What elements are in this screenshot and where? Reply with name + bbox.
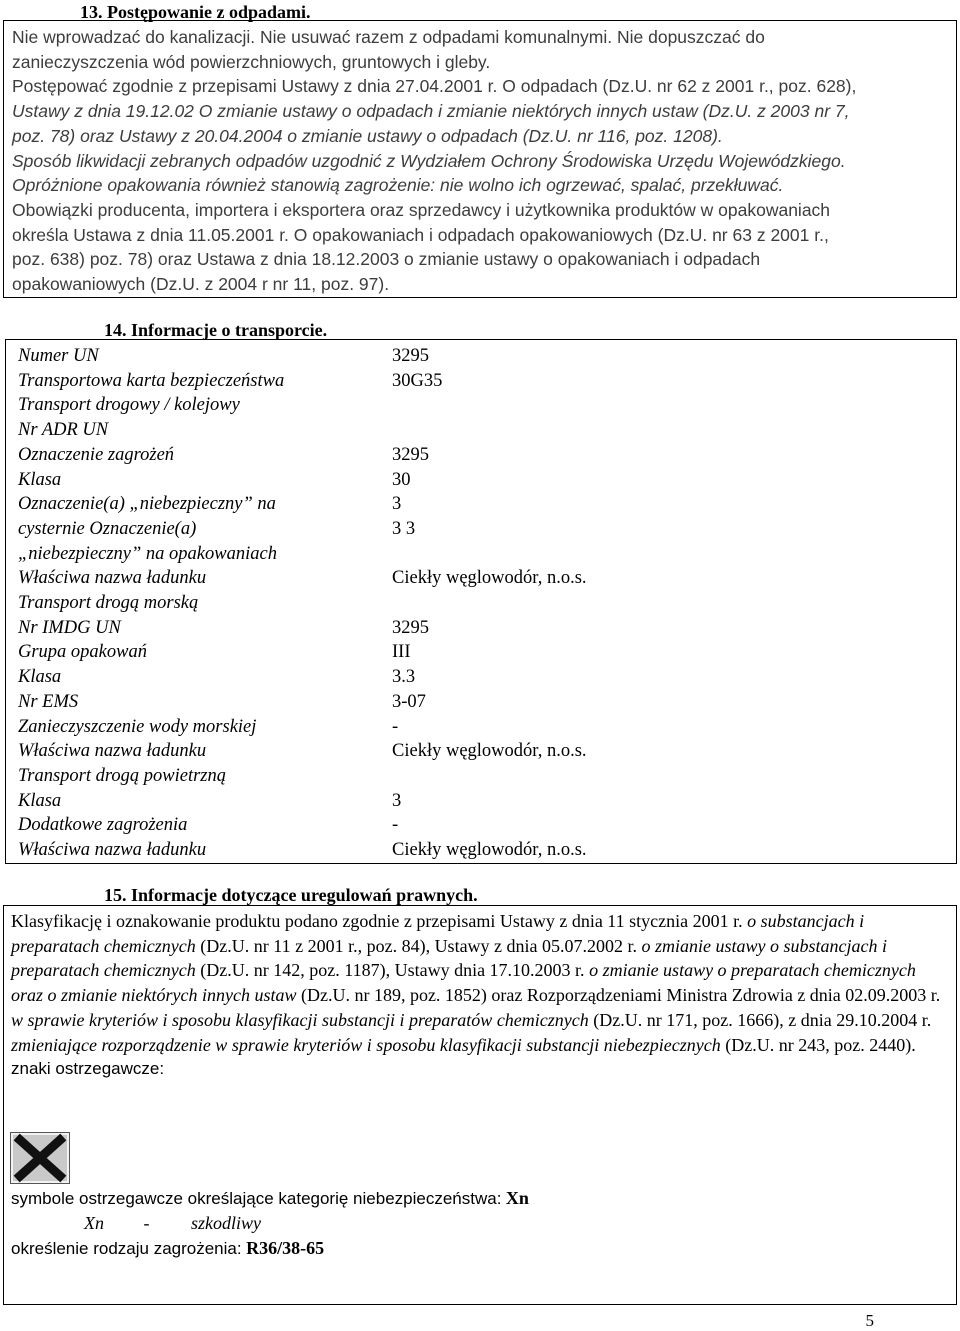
transport-row (18, 665, 416, 690)
law-title: o zmianie ustawy o substancjach i preparatach chemicznych (11, 935, 888, 981)
transport-label: Transportowa karta bezpieczeństwa (18, 370, 285, 391)
transport-row (18, 616, 429, 641)
transport-row (18, 566, 587, 591)
law-title: o zmianie ustawy o preparatach chemicznych oraz o zmianie niektórych innych ustaw (11, 960, 916, 1006)
transport-label: cysternie Oznaczenie(a) (18, 518, 197, 539)
transport-value: 30G35 (392, 370, 443, 391)
transport-value: Ciekły węglowodór, n.o.s. (392, 568, 587, 589)
transport-value: Ciekły węglowodór, n.o.s. (392, 840, 587, 860)
xn-meaning: szkodliwy (191, 1213, 261, 1233)
transport-value: 3 3 (392, 518, 416, 539)
text-line: Opróżnione opakowania również stanowią zagrożenie: nie wolno ich ogrzewać, spalać, przekłuwać. (12, 175, 784, 196)
transport-label: Transport drogą powietrzną (18, 765, 226, 786)
transport-row (18, 739, 587, 764)
transport-row (18, 517, 416, 542)
transport-row (18, 418, 108, 443)
transport-value: III (392, 642, 411, 663)
transport-value: 30 (392, 469, 411, 490)
transport-label: Numer UN (18, 346, 99, 366)
transport-row (18, 492, 402, 517)
legal-paragraph (11, 909, 951, 1057)
text-line: poz. 78) oraz Ustawy z 20.04.2004 o zmianie ustawy o odpadach (Dz.U. nr 116, poz. 1208). (12, 125, 723, 146)
transport-row (18, 542, 277, 567)
section-14-title: 14. Informacje o transporcie. (104, 320, 328, 340)
transport-value: 3295 (392, 444, 429, 465)
text-line: Nie wprowadzać do kanalizacji. Nie usuwać razem z odpadami komunalnymi. Nie dopuszczać do (12, 27, 765, 47)
risk-line (11, 1236, 324, 1262)
transport-row (18, 813, 399, 838)
transport-label: Oznaczenie zagrożeń (18, 444, 175, 465)
transport-label: „niebezpieczny” na opakowaniach (18, 543, 277, 564)
text-line: poz. 638) poz. 78) oraz Ustawa z dnia 18.12.2003 o zmianie ustawy o opakowaniach i odpadach (12, 249, 761, 270)
transport-value: - (392, 815, 399, 836)
transport-label: Transport drogowy / kolejowy (18, 395, 240, 416)
transport-label: Nr IMDG UN (18, 617, 121, 638)
transport-row (18, 690, 426, 715)
legal-text: Klasyfikację i oznakowanie produktu podano zgodnie z przepisami Ustawy z dnia 11 stycznia 2001 r. (11, 911, 743, 931)
transport-row (18, 838, 587, 863)
transport-row (18, 764, 226, 789)
legal-text: (Dz.U. nr 142, poz. 1187), Ustawy dnia 17.10.2003 r. (200, 960, 585, 981)
warning-symbols-value: Xn (505, 1188, 529, 1208)
text-line: Sposób likwidacji zebranych odpadów uzgodnić z Wydziałem Ochrony Środowiska Urzędu Wojewódzkiego. (12, 150, 846, 171)
transport-label: Klasa (18, 469, 62, 490)
transport-value: 3295 (392, 346, 429, 366)
transport-label: Właściwa nazwa ładunku (18, 741, 207, 762)
risk-value: R36/38-65 (246, 1238, 325, 1258)
xn-dash: - (143, 1213, 150, 1233)
transport-label: Klasa (18, 790, 62, 811)
transport-row (18, 640, 411, 665)
law-title: w sprawie kryteriów i sposobu klasyfikacji substancji i preparatów chemicznych (11, 1009, 589, 1030)
legal-text: (Dz.U. nr 11 z 2001 r., poz. 84), Ustawy z dnia 05.07.2002 r. (200, 935, 638, 956)
xn-legend-line (84, 1211, 261, 1236)
transport-value: 3 (392, 494, 402, 515)
transport-label: Dodatkowe zagrożenia (18, 815, 188, 836)
transport-label: Właściwa nazwa ładunku (18, 568, 207, 589)
law-title: o substancjach i preparatach chemicznych (11, 911, 865, 956)
transport-row (18, 369, 443, 394)
section-13-title: 13. Postępowanie z odpadami. (80, 2, 311, 22)
legal-text: (Dz.U. nr 171, poz. 1666), z dnia 29.10.2004 r. (593, 1009, 932, 1030)
text-line: zanieczyszczenia wód powierzchniowych, gruntowych i gleby. (12, 51, 491, 72)
transport-label: Właściwa nazwa ładunku (18, 840, 207, 860)
transport-label: Transport drogą morską (18, 593, 199, 613)
page-number: 5 (865, 1311, 874, 1330)
xn-code: Xn (84, 1213, 104, 1233)
section-13-text (12, 25, 960, 297)
transport-value: Ciekły węglowodór, n.o.s. (392, 741, 587, 762)
risk-label: określenie rodzaju zagrożenia: (11, 1239, 242, 1258)
law-title: zmieniające rozporządzenie w sprawie kryteriów i sposobu klasyfikacji substancji niebezpiecznych (11, 1034, 721, 1055)
transport-value: 3-07 (392, 691, 426, 712)
transport-row (18, 789, 402, 814)
warning-symbols-line (11, 1186, 529, 1212)
text-line: Postępować zgodnie z przepisami Ustawy z dnia 27.04.2001 r. O odpadach (Dz.U. nr 62 z 2001 r., poz. 628), (12, 76, 857, 97)
section-13-box (3, 20, 957, 298)
transport-row (18, 591, 198, 616)
legal-text: (Dz.U. nr 243, poz. 2440). (725, 1034, 916, 1055)
transport-label: Nr ADR UN (18, 420, 109, 441)
text-line: Obowiązki producenta, importera i eksportera oraz sprzedawcy i użytkownika produktów w opakowaniach (12, 199, 831, 220)
warning-symbols-label: symbole ostrzegawcze określające kategorię niebezpieczeństwa: (11, 1189, 502, 1208)
transport-value: 3.3 (392, 667, 416, 688)
text-line: Ustawy z dnia 19.12.02 O zmianie ustawy o odpadach i zmianie niektórych innych ustaw (Dz.U. z 2003 nr 7, (12, 101, 850, 122)
transport-row (18, 393, 240, 418)
transport-row (18, 344, 429, 369)
transport-row (18, 715, 399, 740)
transport-label: Zanieczyszczenie wody morskiej (18, 716, 257, 737)
xn-hazard-icon (10, 1132, 70, 1184)
transport-value: - (392, 716, 399, 737)
text-line: określa Ustawa z dnia 11.05.2001 r. O opakowaniach i odpadach opakowaniowych (Dz.U. nr 63 z 2001 r., (12, 224, 829, 245)
transport-label: Klasa (18, 667, 62, 688)
legal-text: (Dz.U. nr 189, poz. 1852) oraz Rozporządzeniami Ministra Zdrowia z dnia 02.09.2003 r. (300, 985, 941, 1006)
transport-table (5, 339, 957, 864)
transport-label: Grupa opakowań (18, 642, 147, 663)
transport-label: Oznaczenie(a) „niebezpieczny” na (18, 494, 276, 515)
transport-value: 3 (392, 790, 402, 811)
section-15-box (3, 905, 957, 1305)
section-15-title: 15. Informacje dotyczące uregulowań prawnych. (104, 885, 478, 905)
warning-signs-label: znaki ostrzegawcze: (11, 1059, 165, 1079)
text-line: opakowaniowych (Dz.U. z 2004 r nr 11, poz. 97). (12, 274, 390, 295)
transport-row (18, 443, 429, 468)
transport-row (18, 468, 411, 493)
section-15-text (11, 909, 951, 1082)
transport-label: Nr EMS (18, 691, 79, 712)
transport-value: 3295 (392, 617, 429, 638)
